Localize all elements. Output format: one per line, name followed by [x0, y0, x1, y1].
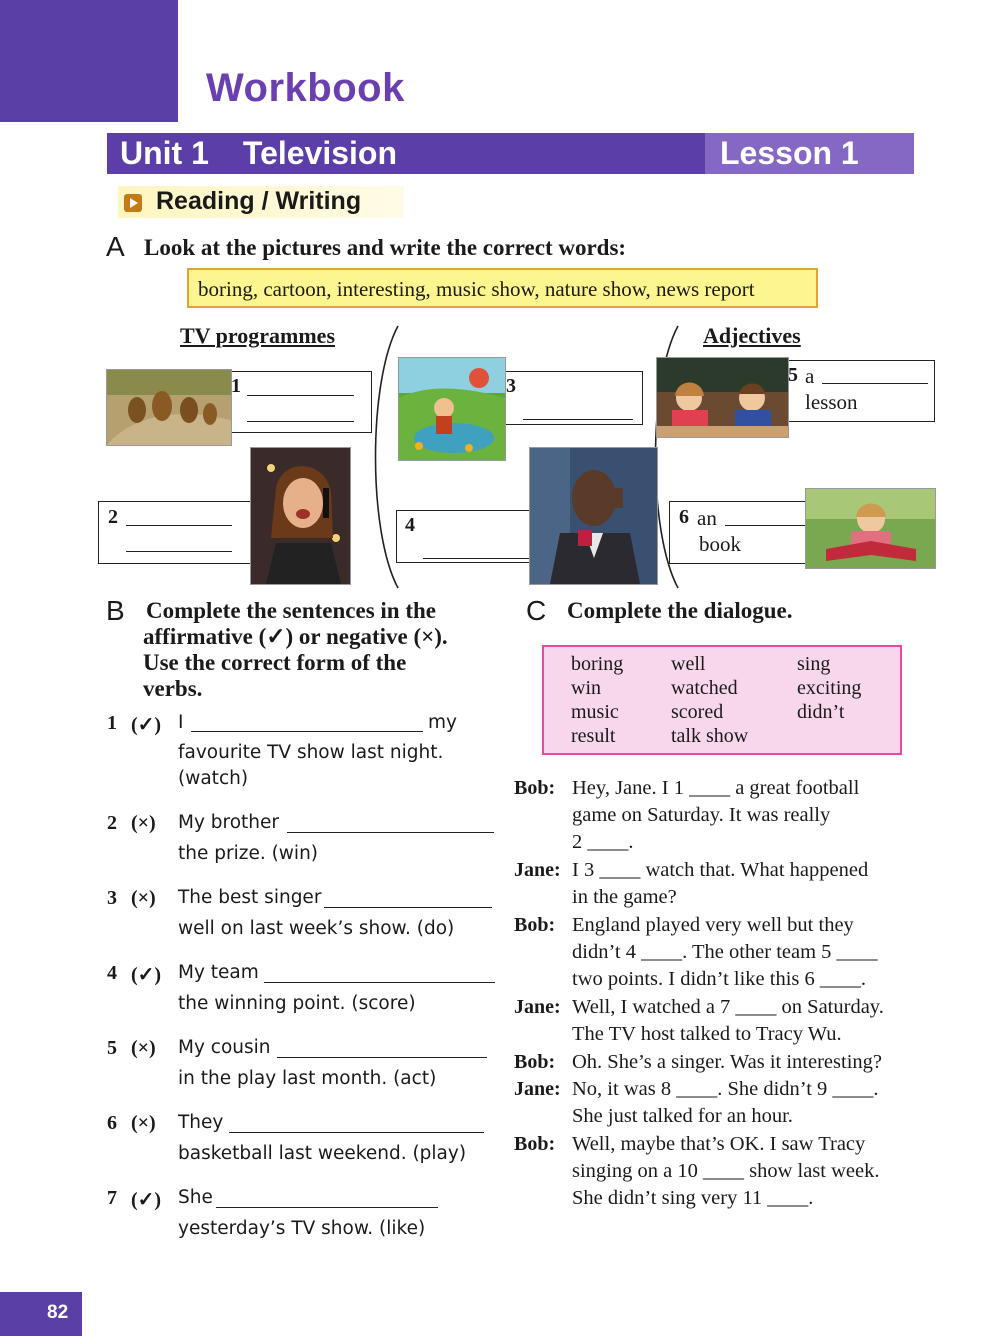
item-1-number: 1 [107, 712, 117, 734]
dialogue-line: England played very well but they [572, 914, 854, 936]
dialogue-line: two points. I didn’t like this 6 ____. [572, 968, 867, 990]
word-sing: sing [797, 653, 831, 675]
word-talk-show: talk show [671, 725, 749, 747]
item-2-line2: the prize. (win) [178, 843, 319, 864]
speaker-bob-1: Bob: [514, 777, 556, 799]
cartoon-image [398, 357, 506, 461]
num-2: 2 [108, 506, 118, 528]
item-3-blank[interactable] [324, 907, 492, 908]
item-2-start: My brother [178, 812, 280, 833]
dialogue-line: No, it was 8 ____. She didn’t 9 ____. [572, 1078, 879, 1100]
dialogue-line: in the game? [572, 886, 677, 908]
item-1-start: I [178, 712, 184, 733]
word-didnt: didn’t [797, 701, 845, 723]
skill-label: Reading / Writing [156, 187, 362, 215]
blank-1a[interactable] [247, 395, 354, 396]
unit-heading [120, 135, 431, 172]
item-7-blank[interactable] [216, 1207, 438, 1208]
page-number-box [0, 1292, 82, 1336]
answer-box-4 [396, 510, 530, 563]
answer-box-2 [98, 501, 251, 564]
item-1-line3: (watch) [178, 768, 249, 789]
item-7-number: 7 [107, 1187, 117, 1209]
section-b-instruction-3: Use the correct form of the [143, 650, 407, 675]
item-5-start: My cousin [178, 1037, 271, 1058]
item-4-number: 4 [107, 962, 117, 984]
num-6: 6 [679, 506, 689, 528]
item-2-blank[interactable] [287, 832, 494, 833]
item-6-blank[interactable] [229, 1132, 484, 1133]
dialogue-line: Hey, Jane. I 1 ____ a great football [572, 777, 860, 799]
adjectives-heading: Adjectives [703, 323, 801, 348]
section-b-instruction-4: verbs. [143, 676, 203, 701]
blank-2b[interactable] [126, 551, 232, 552]
answer-box-3 [503, 371, 643, 425]
item-5-blank[interactable] [277, 1057, 487, 1058]
unit-name: Television [242, 135, 398, 171]
item-4-start: My team [178, 962, 259, 983]
dialogue-line: I 3 ____ watch that. What happened [572, 859, 869, 881]
dialogue-line: game on Saturday. It was really [572, 804, 831, 826]
item-4-mark: (✓) [131, 964, 162, 986]
num-1: 1 [231, 375, 241, 397]
item-1-mark: (✓) [131, 714, 162, 736]
section-c-letter: C [526, 595, 547, 626]
blank-6[interactable] [725, 525, 805, 526]
workbook-title: Workbook [206, 66, 405, 110]
dialogue-line: She just talked for an hour. [572, 1105, 793, 1127]
section-b-instruction-2: affirmative (✓) or negative (×). [143, 624, 448, 649]
item-1-end: my [428, 712, 457, 733]
blank-5[interactable] [822, 383, 928, 384]
girl-reading-image [805, 488, 936, 569]
speaker-bob-4: Bob: [514, 1133, 556, 1155]
word-well: well [671, 653, 706, 675]
num-6-article: an [697, 506, 717, 530]
play-icon [124, 194, 142, 212]
blank-3[interactable] [523, 419, 633, 420]
item-5-line2: in the play last month. (act) [178, 1068, 437, 1089]
item-6-number: 6 [107, 1112, 117, 1134]
dialogue-line: She didn’t sing very 11 ____. [572, 1187, 814, 1209]
word-music: music [571, 701, 619, 723]
section-a-letter: A [106, 231, 125, 262]
num-5-noun: lesson [805, 390, 858, 414]
dialogue-line: Well, maybe that’s OK. I saw Tracy [572, 1133, 866, 1155]
page-number: 82 [47, 1302, 69, 1323]
corner-block [0, 0, 178, 122]
news-reporter-image [529, 447, 658, 585]
singer-image [250, 447, 351, 585]
word-result: result [571, 725, 616, 747]
item-5-number: 5 [107, 1037, 117, 1059]
num-5: 5 [788, 364, 798, 386]
dialogue-line: Well, I watched a 7 ____ on Saturday. [572, 996, 884, 1018]
blank-4[interactable] [423, 558, 529, 559]
item-1-blank[interactable] [191, 731, 423, 732]
word-watched: watched [671, 677, 738, 699]
unit-label: Unit 1 [120, 135, 209, 171]
tv-programmes-heading: TV programmes [180, 323, 336, 348]
speaker-jane-2: Jane: [514, 996, 561, 1018]
word-scored: scored [671, 701, 724, 723]
dialogue-line: 2 ____. [572, 831, 634, 853]
item-1-line2: favourite TV show last night. [178, 742, 444, 763]
dialogue-line: Oh. She’s a singer. Was it interesting? [572, 1051, 882, 1073]
item-6-start: They [178, 1112, 224, 1133]
item-4-line2: the winning point. (score) [178, 993, 416, 1014]
section-a-instruction: Look at the pictures and write the correct words: [144, 235, 627, 260]
word-win: win [571, 677, 601, 699]
item-6-mark: (×) [131, 1112, 156, 1134]
item-2-number: 2 [107, 812, 117, 834]
item-4-blank[interactable] [264, 982, 495, 983]
section-c-instruction: Complete the dialogue. [567, 598, 793, 623]
lions-image [106, 369, 232, 446]
lesson-label: Lesson 1 [720, 135, 859, 171]
item-6-line2: basketball last weekend. (play) [178, 1143, 467, 1164]
answer-box-1 [229, 371, 372, 433]
item-3-mark: (×) [131, 887, 156, 909]
speaker-bob-2: Bob: [514, 914, 556, 936]
item-7-line2: yesterday’s TV show. (like) [178, 1218, 426, 1239]
item-7-start: She [178, 1187, 213, 1208]
num-3: 3 [506, 375, 516, 397]
section-b-instruction-1: Complete the sentences in the [146, 598, 437, 623]
dialogue-line: didn’t 4 ____. The other team 5 ____ [572, 941, 878, 963]
item-2-mark: (×) [131, 812, 156, 834]
blank-2a[interactable] [126, 525, 232, 526]
word-bank-a-text: boring, cartoon, interesting, music show, nature show, news report [198, 277, 755, 301]
item-3-line2: well on last week’s show. (do) [178, 918, 455, 939]
item-7-mark: (✓) [131, 1189, 162, 1211]
bored-students-image [656, 357, 789, 438]
num-5-article: a [805, 364, 815, 388]
speaker-bob-3: Bob: [514, 1051, 556, 1073]
item-5-mark: (×) [131, 1037, 156, 1059]
word-exciting: exciting [797, 677, 862, 699]
dialogue-line: singing on a 10 ____ show last week. [572, 1160, 880, 1182]
speaker-jane-3: Jane: [514, 1078, 561, 1100]
dialogue-line: The TV host talked to Tracy Wu. [572, 1023, 842, 1045]
section-b-letter: B [106, 595, 125, 626]
item-3-number: 3 [107, 887, 117, 909]
word-boring: boring [571, 653, 624, 675]
item-3-start: The best singer [178, 887, 322, 908]
num-4: 4 [405, 514, 415, 536]
speaker-jane-1: Jane: [514, 859, 561, 881]
blank-1b[interactable] [247, 421, 354, 422]
num-6-noun: book [699, 532, 741, 556]
